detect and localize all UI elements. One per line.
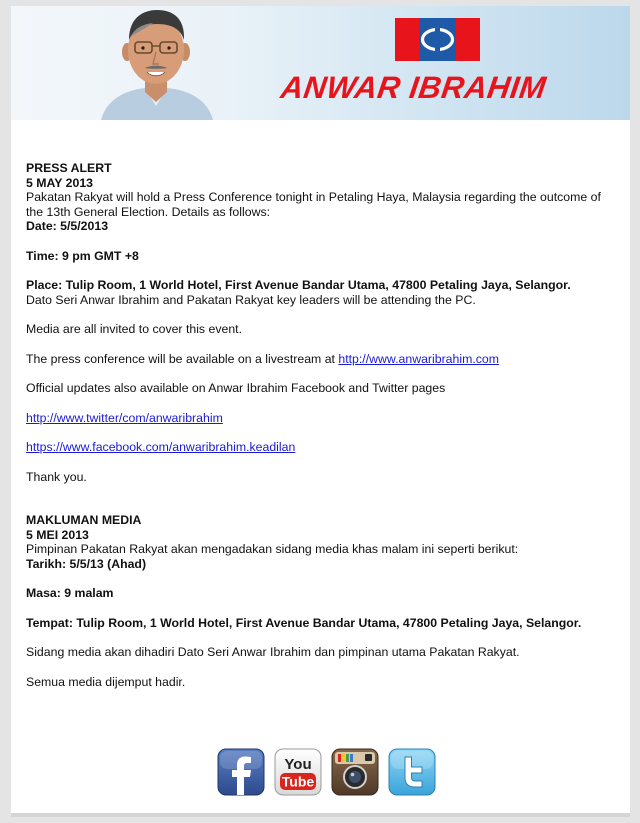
facebook-link[interactable]: https://www.facebook.com/anwaribrahim.keadilan xyxy=(26,440,296,454)
banner-name-title: ANWAR IBRAHIM xyxy=(278,70,549,105)
event-place-line: Place: Tulip Room, 1 World Hotel, First Avenue Bandar Utama, 47800 Petaling Jaya, Selangor. xyxy=(26,278,571,292)
party-flag-logo xyxy=(395,18,480,61)
masa-line: Masa: 9 malam xyxy=(26,586,114,600)
instagram-icon[interactable] xyxy=(331,748,379,796)
livestream-text xyxy=(26,352,621,367)
social-icons-row xyxy=(217,748,436,796)
tarikh-line: Tarikh: 5/5/13 (Ahad) xyxy=(26,556,147,571)
attending-text: Dato Seri Anwar Ibrahim and Pakatan Rakyat key leaders will be attending the PC. xyxy=(26,292,476,307)
facebook-icon[interactable] xyxy=(217,748,265,796)
semua-media-text: Semua media dijemput hadir. xyxy=(26,674,186,689)
event-time-line: Time: 9 pm GMT +8 xyxy=(26,248,139,263)
youtube-you-text: You xyxy=(284,756,312,773)
makluman-intro: Pimpinan Pakatan Rakyat akan mengadakan sidang media khas malam ini seperti berikut: xyxy=(26,542,519,556)
thank-you-text: Thank you. xyxy=(26,469,87,484)
twitter-icon[interactable] xyxy=(388,748,436,796)
anwar-portrait-image xyxy=(93,6,219,120)
press-release-card xyxy=(11,6,630,817)
twitter-link[interactable]: http://www.twitter/com/anwaribrahim xyxy=(26,410,223,425)
makluman-media-date: 5 MEI 2013 xyxy=(26,527,89,542)
press-alert-date: 5 MAY 2013 xyxy=(26,175,94,190)
tempat-line: Tempat: Tulip Room, 1 World Hotel, First Avenue Bandar Utama, 47800 Petaling Jaya, Selangor. xyxy=(26,615,582,630)
event-date-line: Date: 5/5/2013 xyxy=(26,219,109,233)
header-banner xyxy=(11,6,630,120)
twitter-link-line xyxy=(26,411,621,426)
press-release-body xyxy=(26,161,621,689)
facebook-link-line xyxy=(26,440,621,455)
press-alert-intro: Pakatan Rakyat will hold a Press Conference tonight in Petaling Haya, Malaysia regarding the outcome of the 13th General Election. Details as follows: xyxy=(26,190,601,219)
press-alert-heading: PRESS ALERT xyxy=(26,161,112,175)
updates-text: Official updates also available on Anwar Ibrahim Facebook and Twitter pages xyxy=(26,381,446,395)
livestream-link[interactable]: http://www.anwaribrahim.com xyxy=(338,351,499,366)
makluman-media-heading: MAKLUMAN MEDIA xyxy=(26,513,142,527)
sidang-media-text: Sidang media akan dihadiri Dato Seri Anwar Ibrahim dan pimpinan utama Pakatan Rakyat. xyxy=(26,645,520,659)
media-invite-text: Media are all invited to cover this event. xyxy=(26,322,242,336)
livestream-label: The press conference will be available on a livestream at xyxy=(26,351,339,366)
footer-divider xyxy=(11,813,630,817)
youtube-tube-text: Tube xyxy=(281,773,315,790)
youtube-icon[interactable] xyxy=(274,748,322,796)
